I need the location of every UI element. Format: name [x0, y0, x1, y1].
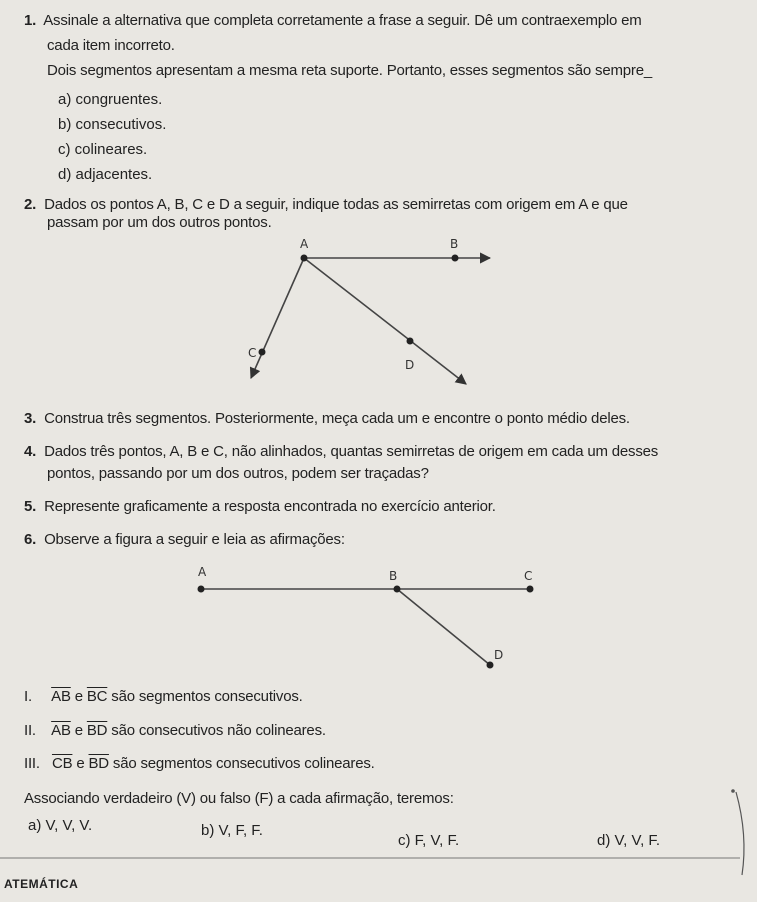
ray-ac [251, 258, 304, 378]
ray-ad [304, 258, 466, 384]
q2-number: 2. [24, 196, 37, 213]
statement-text: são consecutivos não colineares. [111, 722, 326, 739]
statement-text: são segmentos consecutivos. [111, 688, 303, 705]
point-b [452, 255, 459, 262]
q1-option-c: c) colineares. [58, 141, 148, 158]
roman-numeral: III. [24, 755, 40, 772]
roman-numeral: I. [24, 688, 32, 705]
q6-answer-b: b) V, F, F. [201, 822, 263, 839]
point-a [301, 255, 308, 262]
segment-label: $\overline{BD}$ [88, 755, 109, 772]
q1-option-a: a) congruentes. [58, 91, 163, 108]
q1-sentence: Dois segmentos apresentam a mesma reta suporte. Portanto, esses segmentos são sempre_ [47, 62, 652, 79]
q5-line [24, 498, 496, 515]
q2-line2: passam por um dos outros pontos. [47, 214, 272, 231]
roman-numeral: II. [24, 722, 36, 739]
conjunction: e [74, 722, 83, 739]
point-c-q6 [527, 586, 534, 593]
q1-option-d: d) adjacentes. [58, 166, 153, 183]
q6-statement-3 [24, 755, 375, 772]
q6-text: Observe a figura a seguir e leia as afirmações: [44, 531, 345, 548]
q6-prompt: Associando verdadeiro (V) ou falso (F) a cada afirmação, teremos: [24, 790, 454, 807]
q4-text: Dados três pontos, A, B e C, não alinhados, quantas semirretas de origem em cada um desses [44, 443, 659, 460]
q3-number: 3. [24, 410, 37, 427]
q3-line [24, 410, 630, 427]
q3-text: Construa três segmentos. Posteriormente, meça cada um e encontre o ponto médio deles. [44, 410, 630, 427]
point-d-q6 [487, 662, 494, 669]
q6-statement-1 [24, 688, 303, 705]
label-c: C [248, 346, 257, 360]
q6-line [24, 531, 345, 548]
q2-text: Dados os pontos A, B, C e D a seguir, indique todas as semirretas com origem em A e que [44, 196, 628, 213]
label-b: B [450, 237, 459, 251]
segment-bd [397, 589, 490, 665]
q4-line1 [24, 443, 658, 460]
label-d-q6: D [494, 648, 504, 662]
label-a-q6: A [198, 565, 207, 579]
page-curve [736, 792, 744, 875]
margin-dot [731, 789, 735, 793]
q6-answer-d: d) V, V, F. [597, 832, 661, 849]
conjunction: e [76, 755, 85, 772]
point-c [259, 349, 266, 356]
q4-number: 4. [24, 443, 37, 460]
q1-line2: cada item incorreto. [47, 37, 175, 54]
q6-statement-2 [24, 722, 326, 739]
point-d [407, 338, 414, 345]
point-a-q6 [198, 586, 205, 593]
segment-label: $\overline{AB}$ [51, 722, 71, 739]
segment-label: $\overline{CB}$ [51, 755, 73, 772]
point-b-q6 [394, 586, 401, 593]
segment-label: $\overline{BC}$ [86, 688, 108, 705]
q6-answer-c: c) F, V, F. [398, 832, 460, 849]
label-c-q6: C [524, 569, 533, 583]
q5-text: Represente graficamente a resposta encontrada no exercício anterior. [44, 498, 496, 515]
label-b-q6: B [389, 569, 398, 583]
segment-label: $\overline{BD}$ [86, 722, 108, 739]
q5-number: 5. [24, 498, 37, 515]
q6-number: 6. [24, 531, 37, 548]
footer-section-title: ATEMÁTICA [4, 877, 79, 891]
q6-answer-a: a) V, V, V. [28, 817, 93, 834]
q1-option-b: b) consecutivos. [58, 116, 167, 133]
conjunction: e [74, 688, 83, 705]
label-d: D [405, 358, 415, 372]
q1-number: 1. [24, 12, 37, 29]
statement-text: são segmentos consecutivos colineares. [112, 755, 375, 772]
segment-label: $\overline{AB}$ [51, 688, 71, 705]
q1-text: Assinale a alternativa que completa corretamente a frase a seguir. Dê um contraexemplo em [43, 12, 642, 29]
q4-line2: pontos, passando por um dos outros, podem ser traçadas? [47, 465, 429, 482]
label-a: A [300, 237, 309, 251]
